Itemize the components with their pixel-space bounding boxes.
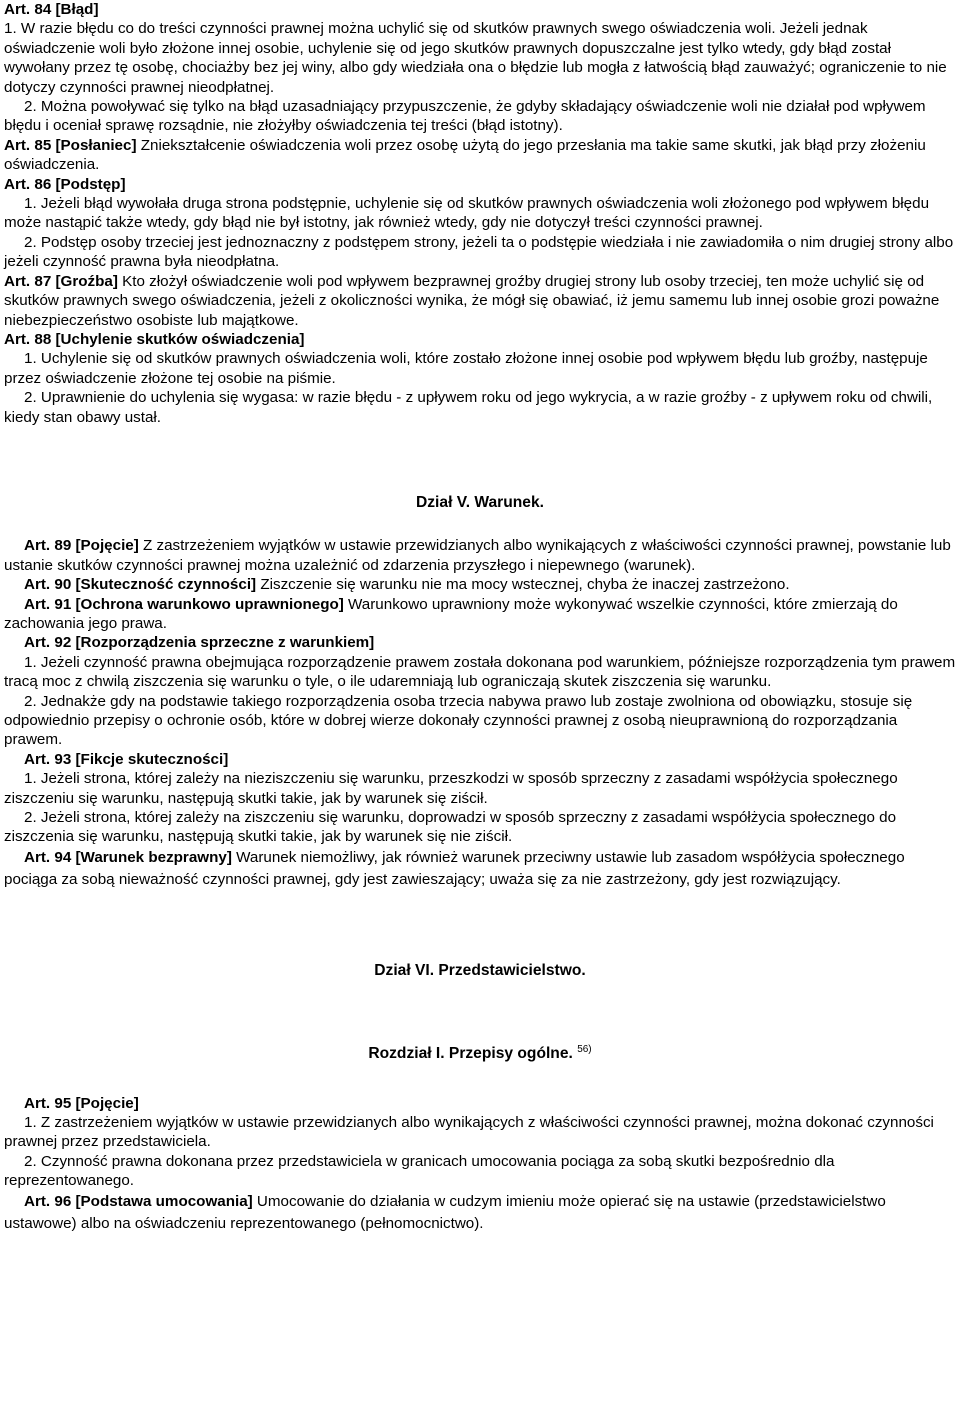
art88-p1: 1. Uchylenie się od skutków prawnych oświadczenia woli, które zostało złożone innej osobie pod wpływem błędu lub groźby, następuje przez oświadczenie złożone tej osobie na piśmie. <box>4 350 928 387</box>
art84-p1: 1. W razie błędu co do treści czynności prawnej można uchylić się od skutków prawnych swego oświadczenia woli. Jeżeli jednak oświadczenie woli było złożone innej osobie, uchylenie się od jego skutków prawnych dopuszczalne jest tylko wtedy, gdy błąd został wywołany przez tę osobę, chociażby bez jej winy, albo gdy wiedziała ona o błędzie lub mogła z łatwością błąd zauważyć; ograniczenie to nie dotyczy czynności prawnej nieodpłatnej. <box>4 20 947 96</box>
art91-text: Warunkowo uprawniony może wykonywać wszelkie czynności, które zmierzają do zachowania jego prawa. <box>4 595 898 632</box>
spacer <box>4 1064 956 1094</box>
art89-title: Art. 89 [Pojęcie] <box>24 537 139 555</box>
art96 <box>4 1191 956 1235</box>
art87-title: Art. 87 [Groźba] <box>4 272 118 290</box>
art90 <box>4 575 956 594</box>
art89 <box>4 536 956 575</box>
art90-title: Art. 90 [Skuteczność czynności] <box>24 576 257 594</box>
art92-title: Art. 92 [Rozporządzenia sprzeczne z warunkiem] <box>24 634 375 652</box>
art95-title: Art. 95 [Pojęcie] <box>24 1094 139 1112</box>
art94-title: Art. 94 [Warunek bezprawny] <box>24 848 232 866</box>
art85-text: Zniekształcenie oświadczenia woli przez osobę użytą do jego przesłania ma takie same skutki, jak błąd przy złożeniu oświadczenia. <box>4 136 926 174</box>
dzial5-heading: Dział V. Warunek. <box>416 493 544 511</box>
art87-text: Kto złożył oświadczenie woli pod wpływem bezprawnej groźby drugiej strony lub osoby trzeciej, ten może uchylić się od skutków prawnych swego oświadczenia, jeżeli z okoliczności wynika, że mógł się obawiać, iż jemu samemu lub innej osobie grozi poważne niebezpieczeństwo osobiste lub majątkowe. <box>4 272 940 329</box>
rozdzial1-heading <box>4 1044 956 1063</box>
art85-title: Art. 85 [Posłaniec] <box>4 136 137 154</box>
art94-text: Warunek niemożliwy, jak również warunek przeciwny ustawie lub zasadom współżycia społecznego pociąga za sobą nieważność czynności prawnej, gdy jest zawieszający; uważa się za nie zastrzeżony, gdy jest rozwiązujący. <box>4 848 905 888</box>
art93-p2: 2. Jeżeli strona, której zależy na ziszczeniu się warunku, doprowadzi w sposób sprzeczny z zasadami współżycia społecznego do ziszczenia się warunku, następują skutki takie, jak by warunek się nie ziścił. <box>4 809 897 846</box>
art84-p2: 2. Można powoływać się tylko na błąd uzasadniający przypuszczenie, że gdyby składający oświadczenie woli nie działał pod wpływem błędu i oceniał sprawę rozsądnie, nie złożyłby oświadczenia tej treści (błąd istotny). <box>4 98 926 135</box>
art96-title: Art. 96 [Podstawa umocowania] <box>24 1192 253 1210</box>
art88-title: Art. 88 [Uchylenie skutków oświadczenia] <box>4 330 305 348</box>
art85 <box>4 136 956 175</box>
art92-p2: 2. Jednakże gdy na podstawie takiego rozporządzenia osoba trzecia nabywa prawo lub zostaje zwolniona od obowiązku, stosuje się odpowiednio przepisy o ochronie osób, które w dobrej wierze dokonały czynności prawnej z osobą nieuprawnioną do rozporządzania prawem. <box>4 692 913 749</box>
art93-p1: 1. Jeżeli strona, której zależy na nieziszczeniu się warunku, przeszkodzi w sposób sprzeczny z zasadami współżycia społecznego ziszczeniu się warunku, następują skutki takie, jak by warunek się ziścił. <box>4 770 898 807</box>
art86-title: Art. 86 [Podstęp] <box>4 175 126 193</box>
rozdzial1-title: Rozdział I. Przepisy ogólne. <box>368 1045 573 1063</box>
art96-text: Umocowanie do działania w cudzym imieniu może opierać się na ustawie (przedstawicielstwo ustawowe) albo na oświadczeniu reprezentowanego (pełnomocnictwo). <box>4 1192 886 1232</box>
art86-p2: 2. Podstęp osoby trzeciej jest jednoznaczny z podstępem strony, jeżeli ta o podstępie wiedziała i nie zawiadomiła o nim drugiej strony albo jeżeli czynność prawna była nieodpłatna. <box>4 233 954 271</box>
spacer <box>4 891 956 961</box>
spacer <box>4 512 956 536</box>
art86-p1: 1. Jeżeli błąd wywołała druga strona podstępnie, uchylenie się od skutków prawnych oświadczenia woli złożonego pod wpływem błędu może nastąpić także wtedy, gdy błąd nie był istotny, jak również wtedy, gdy nie dotyczył treści czynności prawnej. <box>4 195 930 232</box>
art88-p2: 2. Uprawnienie do uchylenia się wygasa: w razie błędu - z upływem roku od jego wykrycia, a w razie groźby - z upływem roku od chwili, kiedy stan obawy ustał. <box>4 389 933 426</box>
art84-title: Art. 84 [Błąd] <box>4 1 99 18</box>
art95-p2: 2. Czynność prawna dokonana przez przedstawiciela w granicach umocowania pociąga za sobą skutki bezpośrednio dla reprezentowanego. <box>4 1152 835 1190</box>
art92-p1: 1. Jeżeli czynność prawna obejmująca rozporządzenie prawem została dokonana pod warunkiem, późniejsze rozporządzenia tym prawem tracą moc z chwilą ziszczenia się warunku o tyle, o ile udaremniają lub ograniczają skutek ziszczenia się warunku. <box>4 653 956 691</box>
art87 <box>4 272 956 330</box>
art90-text: Ziszczenie się warunku nie ma mocy wstecznej, chyba że inaczej zastrzeżono. <box>256 576 790 594</box>
art89-text: Z zastrzeżeniem wyjątków w ustawie przewidzianych albo wynikających z właściwości czynności prawnej, powstanie lub ustanie skutków czynności prawnej można uzależnić od zdarzenia przyszłego i niepewnego (warunek). <box>4 537 951 574</box>
art91-title: Art. 91 [Ochrona warunkowo uprawnionego] <box>24 595 344 613</box>
art95-p1: 1. Z zastrzeżeniem wyjątków w ustawie przewidzianych albo wynikających z właściwości czynności prawnej, można dokonać czynności prawnej przez przedstawiciela. <box>4 1114 934 1151</box>
spacer <box>4 427 956 493</box>
dzial6-heading: Dział VI. Przedstawicielstwo. <box>374 961 586 979</box>
art91 <box>4 595 956 634</box>
rozdzial1-footnote: 56) <box>577 1044 592 1056</box>
art94 <box>4 847 956 891</box>
spacer <box>4 980 956 1044</box>
art93-title: Art. 93 [Fikcje skuteczności] <box>24 750 229 768</box>
